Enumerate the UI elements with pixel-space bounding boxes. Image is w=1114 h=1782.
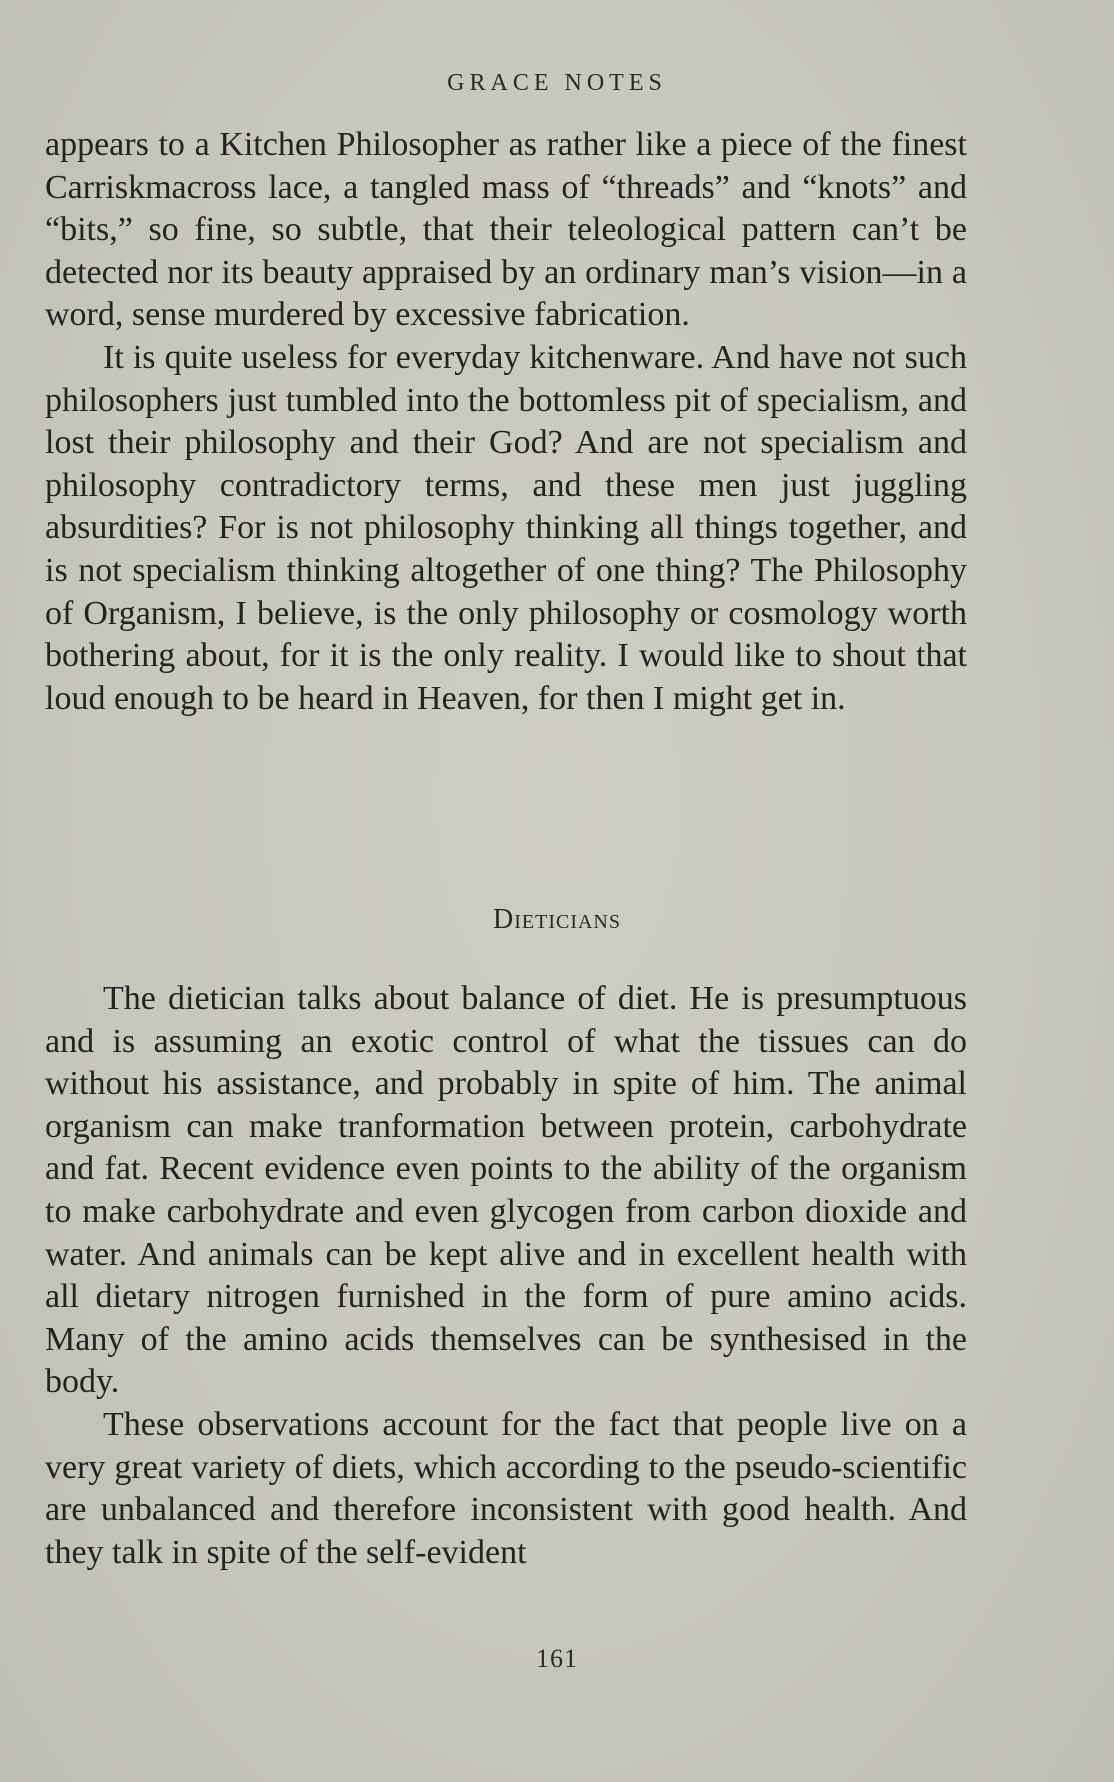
page-number: 161 <box>536 1644 578 1673</box>
paragraph: These observations account for the fact that people live on a very great variety of diets, which according to the pseudo-scientific are unbalanced and therefore inconsistent with good health. And they talk in spite of the self-evident <box>45 1405 967 1571</box>
section-body-continued <box>45 124 967 720</box>
paragraph: The dietician talks about balance of diet. He is presumptuous and is assuming an exotic control of what the tissues can do without his assistance, and probably in spite of him. The animal organism can make tranformation between protein, carbohydrate and fat. Recent evidence even points to the ability of the organism to make carbohydrate and even glycogen from carbon dioxide and water. And animals can be kept alive and in excellent health with all dietary nitrogen furnished in the form of pure amino acids. Many of the amino acids themselves can be synthesised in the body. <box>45 980 967 1401</box>
paragraph: appears to a Kitchen Philosopher as rather like a piece of the finest Carriskmacross lace, a tangled mass of “threads” and “knots” and “bits,” so fine, so subtle, that their teleological pattern can’t be detected nor its beauty appraised by an ordinary man’s vision—in a word, sense murdered by excessive fabrication. <box>45 126 967 334</box>
section-body-dieticians <box>45 978 967 1574</box>
paragraph: It is quite useless for everyday kitchenware. And have not such philosophers just tumbled into the bottomless pit of specialism, and lost their philosophy and their God? And are not specialism and philosophy contradictory terms, and these men just juggling absurdities? For is not philosophy thinking all things together, and is not specialism thinking altogether of one thing? The Philosophy of Organism, I believe, is the only philosophy or cosmology worth bothering about, for it is the only reality. I would like to shout that loud enough to be heard in Heaven, for then I might get in. <box>45 338 967 717</box>
running-head: GRACE NOTES <box>447 70 667 96</box>
section-heading: Dieticians <box>493 904 621 935</box>
